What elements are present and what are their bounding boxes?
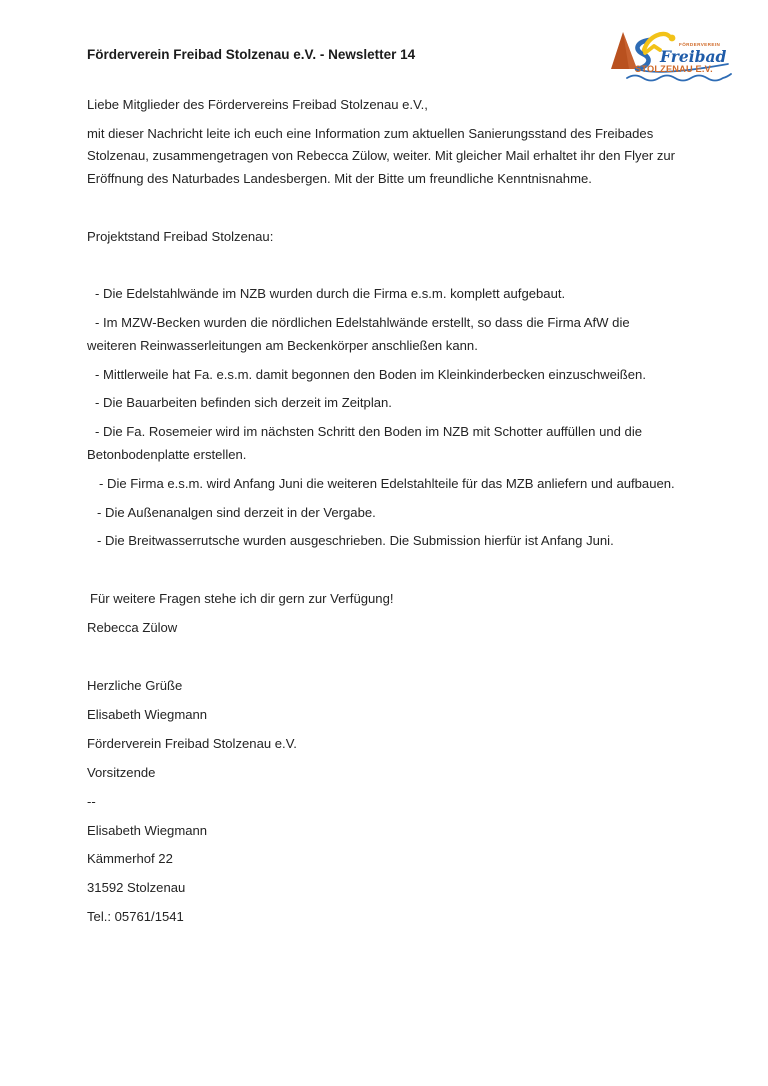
blank-line [87,646,679,675]
bullet-item: - Mittlerweile hat Fa. e.s.m. damit begonnen den Boden im Kleinkinderbecken einzuschweißen. [95,366,646,382]
logo-name: Freibad [660,47,727,66]
author-name: Rebecca Zülow [87,620,178,636]
contact-phone: Tel.: 05761/1541 [87,909,184,925]
bullet-item: - Die Edelstahlwände im NZB wurden durch die Firma e.s.m. komplett aufgebaut. [95,286,566,302]
bullet-item: - Im MZW-Becken wurden die nördlichen Edelstahlwände erstellt, so dass die Firma AfW die weiteren Reinwasserleitungen am Beckenkörper anschließen kann. [87,315,630,353]
contact-street: Kämmerhof 22 [87,851,173,867]
bullet-item: - Die Fa. Rosemeier wird im nächsten Schritt den Boden im NZB mit Schotter auffüllen und die Betonbodenplatte erstellen. [87,424,643,462]
logo-caption-bottom: STOLZENAU E.V. [635,64,713,74]
contact-city: 31592 Stolzenau [87,880,186,896]
blank-line [87,254,679,283]
organization-name: Förderverein Freibad Stolzenau e.V. [87,735,297,751]
logo-caption-top: FÖRDERVEREIN [679,42,721,47]
intro-paragraph: mit dieser Nachricht leite ich euch eine Information zum aktuellen Sanierungsstand des Freibades Stolzenau, zusammengetragen von Rebecca Zülow, weiter. Mit gleicher Mail erhaltet ihr den Flyer zur Eröffnung des Naturbades Landesbergen. Mit der Bitte um freundliche Kenntnisnahme. [87,125,676,186]
newsletter-title: Förderverein Freibad Stolzenau e.V. - Newsletter 14 [87,47,416,62]
signer-name: Elisabeth Wiegmann [87,706,208,722]
blank-line [87,197,679,226]
signature-separator: -- [87,793,96,809]
bullet-item: - Die Breitwasserrutsche wurden ausgeschrieben. Die Submission hierfür ist Anfang Juni. [97,533,614,549]
blank-line [87,559,679,588]
section-heading: Projektstand Freibad Stolzenau: [87,228,274,244]
closing-note: Für weitere Fragen stehe ich dir gern zur Verfügung! [90,591,394,607]
signature-greeting: Herzliche Grüße [87,677,183,693]
letter-body [87,46,679,935]
bullet-item: - Die Außenanalgen sind derzeit in der Vergabe. [97,504,376,520]
signer-role: Vorsitzende [87,764,156,780]
bullet-item: - Die Firma e.s.m. wird Anfang Juni die weiteren Edelstahlteile für das MZB anliefern und aufbauen. [99,475,675,491]
salutation: Liebe Mitglieder des Fördervereins Freibad Stolzenau e.V., [87,97,428,112]
contact-name: Elisabeth Wiegmann [87,822,208,838]
bullet-item: - Die Bauarbeiten befinden sich derzeit im Zeitplan. [95,395,392,411]
